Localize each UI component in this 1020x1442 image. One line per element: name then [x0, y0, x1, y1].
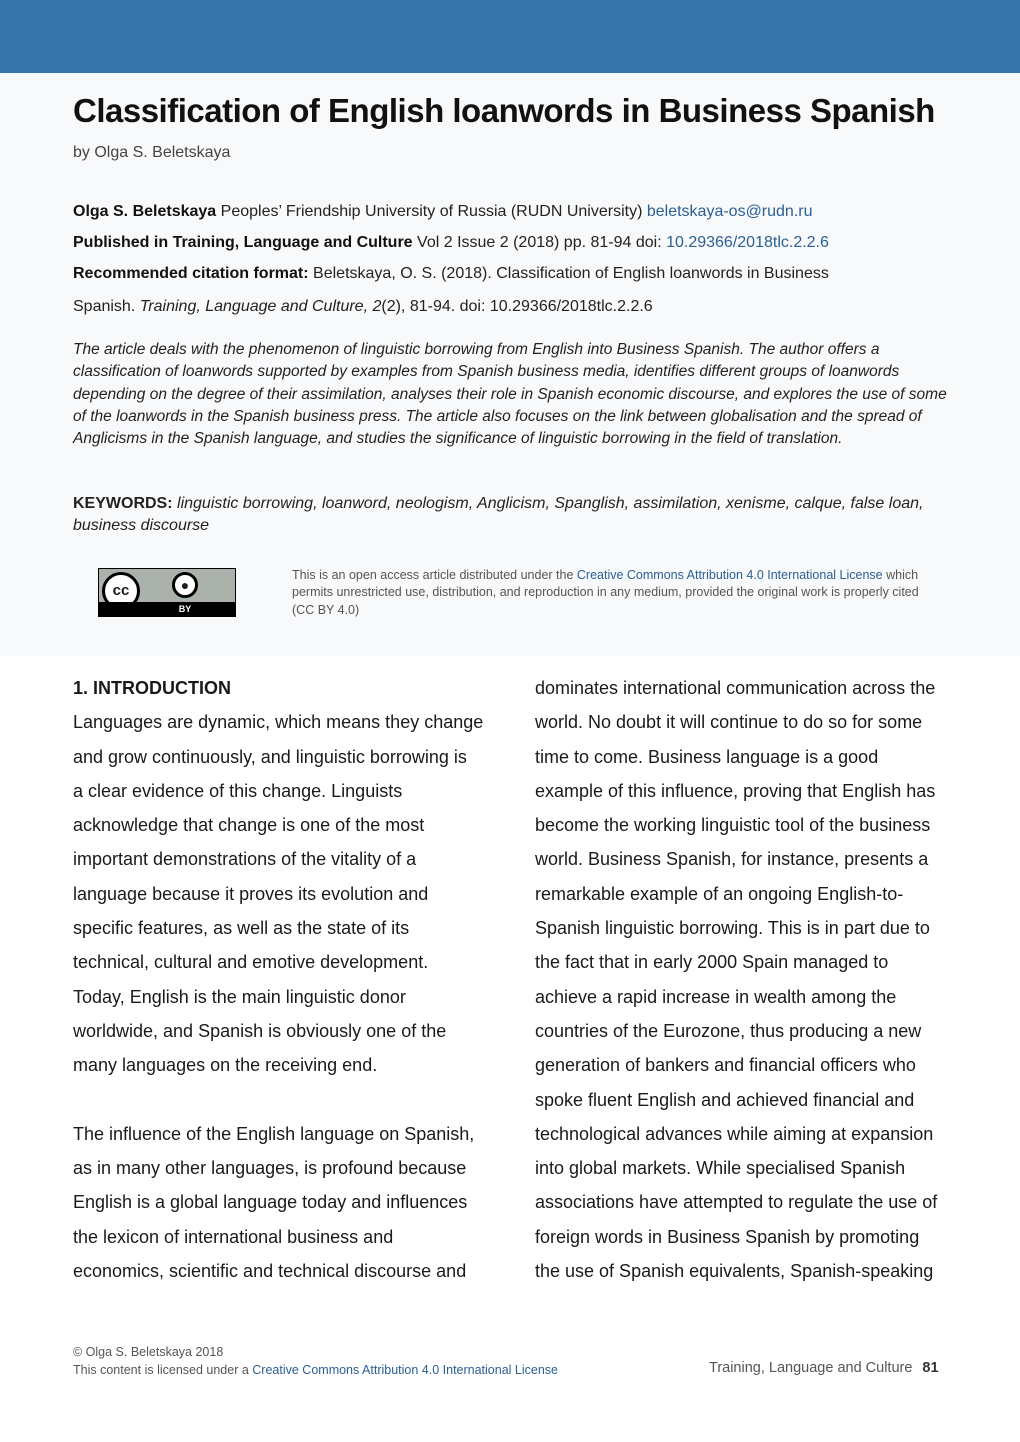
- citation-post: (2), 81-94. doi: 10.29366/2018tlc.2.2.6: [381, 298, 653, 315]
- text-line: language because it proves its evolution and: [73, 883, 429, 904]
- text-line: economics, scientific and technical discourse and: [73, 1261, 467, 1282]
- text-line: achieve a rapid increase in wealth among the: [535, 986, 897, 1007]
- text-line: and grow continuously, and linguistic borrowing is: [73, 746, 467, 767]
- footer-license-link[interactable]: Creative Commons Attribution 4.0 International License: [252, 1362, 559, 1377]
- license-link[interactable]: Creative Commons Attribution 4.0 International License: [576, 568, 883, 582]
- text-line: Today, English is the main linguistic donor: [73, 986, 406, 1007]
- affiliation: Peoples’ Friendship University of Russia (RUDN University): [220, 203, 643, 220]
- text-line: the use of Spanish equivalents, Spanish-speaking: [535, 1261, 934, 1282]
- text-line: a clear evidence of this change. Linguists: [73, 780, 403, 801]
- text-line: spoke fluent English and achieved financial and: [535, 1089, 915, 1110]
- text-line: many languages on the receiving end.: [73, 1055, 378, 1076]
- text-line: foreign words in Business Spanish by promoting: [535, 1226, 920, 1247]
- citation-journal: Training, Language and Culture, 2: [139, 298, 382, 315]
- footer-license: [73, 1344, 558, 1379]
- text-line: technical, cultural and emotive development.: [73, 952, 429, 973]
- doi-link[interactable]: 10.29366/2018tlc.2.2.6: [666, 234, 829, 251]
- text-line: important demonstrations of the vitality of a: [73, 849, 417, 870]
- keywords-text: linguistic borrowing, loanword, neologism, Anglicism, Spanglish, assimilation, xenisme, calque, false loan, business discourse: [73, 495, 924, 535]
- text-line: technological advances while aiming at expansion: [535, 1123, 934, 1144]
- published-info: Vol 2 Issue 2 (2018) pp. 81-94 doi:: [417, 234, 662, 251]
- abstract: The article deals with the phenomenon of linguistic borrowing from English into Business Spanish. The author offers a classification of loanwords supported by examples from Spanish business media, identifies different groups of loanwords depending on the degree of their assimilation, analyses their role in Spanish economic discourse, and explores the use of some of the loanwords in the Spanish business press. The article also focuses on the link between globalisation and the spread of Anglicisms in the Spanish language, and studies the significance of linguistic borrowing in the field of translation.: [73, 341, 947, 448]
- email-link[interactable]: beletskaya-os@rudn.ru: [646, 203, 813, 220]
- text-line: world. Business Spanish, for instance, presents a: [535, 849, 929, 870]
- page-number: 81: [922, 1360, 939, 1376]
- text-line: the fact that in early 2000 Spain managed to: [535, 952, 889, 973]
- text-line: as in many other languages, is profound because: [73, 1158, 467, 1179]
- article-title: Classification of English loanwords in Business Spanish: [73, 92, 935, 129]
- license-notice: [292, 567, 942, 619]
- text-line: associations have attempted to regulate the use of: [535, 1192, 938, 1213]
- left-column: [73, 671, 483, 1288]
- publication-info: [73, 234, 829, 252]
- copyright: © Olga S. Beletskaya 2018: [73, 1345, 224, 1359]
- license-pre: This is an open access article distributed under the: [292, 568, 577, 582]
- text-line: The influence of the English language on Spanish,: [73, 1123, 475, 1144]
- footer-license-pre: This content is licensed under a: [73, 1362, 253, 1377]
- text-line: English is a global language today and influences: [73, 1192, 468, 1213]
- text-line: generation of bankers and financial officers who: [535, 1055, 916, 1076]
- cc-icon: cc: [102, 572, 140, 610]
- text-line: Spanish linguistic borrowing. This is in part due to: [535, 918, 930, 939]
- running-footer: [709, 1360, 939, 1376]
- citation-label: Recommended citation format:: [73, 265, 309, 282]
- journal-name: Training, Language and Culture: [709, 1360, 913, 1376]
- author-name: Olga S. Beletskaya: [73, 203, 217, 220]
- author-info: [73, 203, 813, 221]
- keywords: [73, 493, 948, 538]
- right-column: [535, 671, 937, 1288]
- cc-by-badge[interactable]: [98, 568, 236, 617]
- citation-pre: Spanish.: [73, 298, 140, 315]
- header-band: [0, 0, 1020, 73]
- text-line: countries of the Eurozone, thus producing a new: [535, 1020, 922, 1041]
- byline: by Olga S. Beletskaya: [73, 144, 231, 161]
- citation-line-2: [73, 298, 653, 316]
- text-line: acknowledge that change is one of the most: [73, 815, 425, 836]
- citation-line-1: Beletskaya, O. S. (2018). Classification of English loanwords in Business: [313, 265, 829, 282]
- person-icon: ●: [172, 572, 198, 598]
- text-line: dominates international communication across the: [535, 678, 936, 698]
- text-line: example of this influence, proving that English has: [535, 780, 936, 801]
- by-label: BY: [99, 602, 235, 616]
- text-line: worldwide, and Spanish is obviously one of the: [73, 1020, 447, 1041]
- license-post: which permits unrestricted use, distribution, and reproduction in any medium, provided the original work is properly cited (CC BY 4.0): [292, 568, 919, 617]
- text-line: Languages are dynamic, which means they change: [73, 712, 484, 733]
- citation: [73, 265, 829, 283]
- paragraph-gap: [73, 1083, 483, 1117]
- text-line: time to come. Business language is a good: [535, 746, 879, 767]
- keywords-label: KEYWORDS:: [73, 495, 173, 512]
- text-line: world. No doubt it will continue to do so for some: [535, 712, 923, 733]
- published-label: Published in Training, Language and Culture: [73, 234, 413, 251]
- text-line: the lexicon of international business and: [73, 1226, 394, 1247]
- text-line: into global markets. While specialised Spanish: [535, 1158, 906, 1179]
- text-line: become the working linguistic tool of the business: [535, 815, 931, 836]
- section-heading: 1. INTRODUCTION: [73, 678, 232, 698]
- text-line: remarkable example of an ongoing English-to-: [535, 883, 904, 904]
- text-line: specific features, as well as the state of its: [73, 918, 410, 939]
